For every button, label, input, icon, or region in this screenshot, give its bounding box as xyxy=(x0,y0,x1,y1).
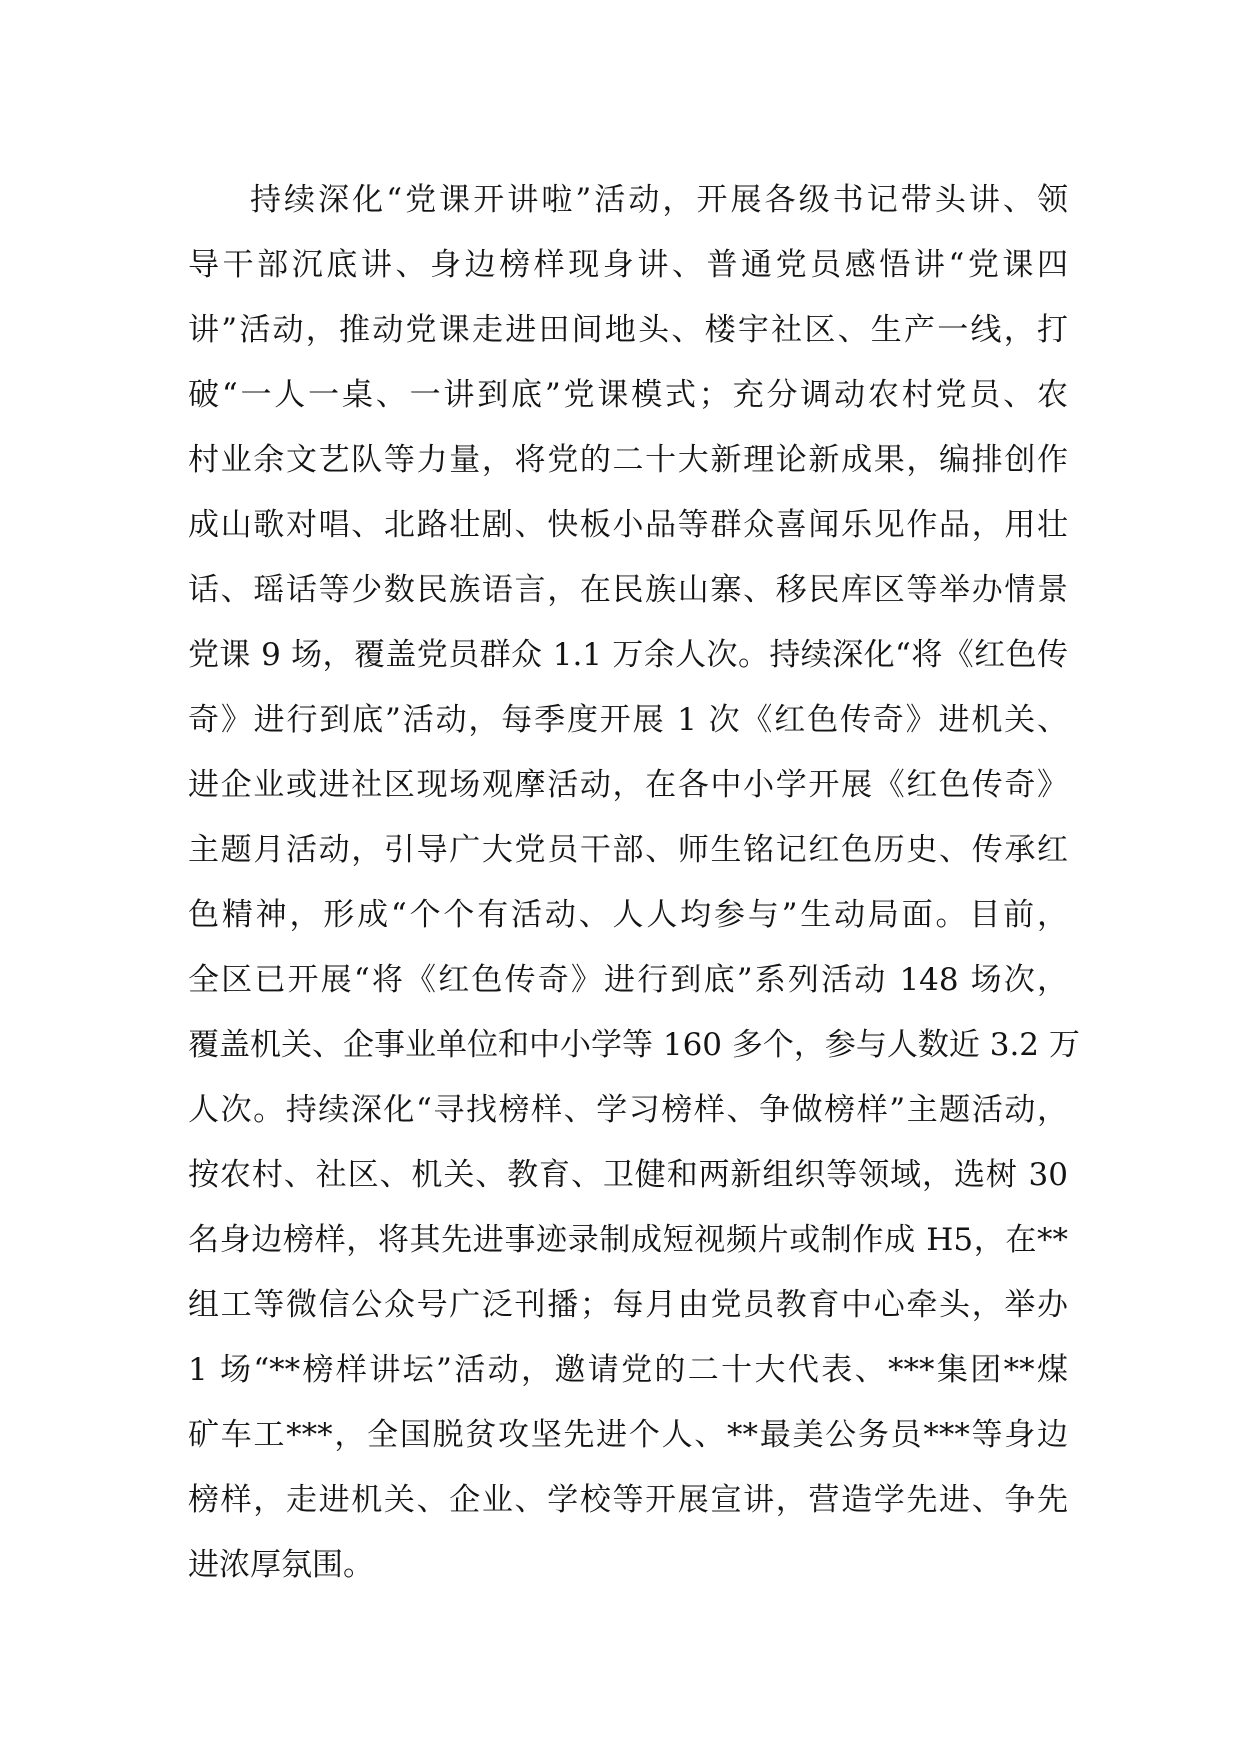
paragraph-line: 1 场“**榜样讲坛”活动，邀请党的二十大代表、***集团**煤 xyxy=(188,1352,1068,1388)
paragraph-line: 名身边榜样，将其先进事迹录制成短视频片或制作成 H5，在** xyxy=(188,1222,1068,1258)
paragraph-line: 导干部沉底讲、身边榜样现身讲、普通党员感悟讲“党课四 xyxy=(188,247,1068,283)
paragraph-line: 榜样，走进机关、企业、学校等开展宣讲，营造学先进、争先 xyxy=(188,1482,1068,1518)
paragraph-line: 全区已开展“将《红色传奇》进行到底”系列活动 148 场次， xyxy=(188,962,1068,998)
paragraph-line: 矿车工***，全国脱贫攻坚先进个人、**最美公务员***等身边 xyxy=(188,1417,1068,1453)
paragraph-line: 色精神，形成“个个有活动、人人均参与”生动局面。目前， xyxy=(188,897,1068,933)
paragraph-line: 讲”活动，推动党课走进田间地头、楼宇社区、生产一线，打 xyxy=(188,312,1068,348)
paragraph-line: 按农村、社区、机关、教育、卫健和两新组织等领域，选树 30 xyxy=(188,1157,1068,1193)
paragraph-line: 覆盖机关、企事业单位和中小学等 160 多个，参与人数近 3.2 万 xyxy=(188,1027,1080,1063)
paragraph-line: 党课 9 场，覆盖党员群众 1.1 万余人次。持续深化“将《红色传 xyxy=(188,637,1068,673)
paragraph-line: 话、瑶话等少数民族语言，在民族山寨、移民库区等举办情景 xyxy=(188,572,1068,608)
paragraph-line: 人次。持续深化“寻找榜样、学习榜样、争做榜样”主题活动， xyxy=(188,1092,1068,1128)
paragraph-line: 村业余文艺队等力量，将党的二十大新理论新成果，编排创作 xyxy=(188,442,1068,478)
paragraph-line: 破“一人一桌、一讲到底”党课模式；充分调动农村党员、农 xyxy=(188,377,1068,413)
paragraph-line: 进企业或进社区现场观摩活动，在各中小学开展《红色传奇》 xyxy=(188,767,1068,803)
paragraph-line: 进浓厚氛围。 xyxy=(188,1547,374,1583)
paragraph-line: 持续深化“党课开讲啦”活动，开展各级书记带头讲、领 xyxy=(250,182,1068,218)
paragraph-line: 组工等微信公众号广泛刊播；每月由党员教育中心牵头，举办 xyxy=(188,1287,1068,1323)
paragraph-line: 成山歌对唱、北路壮剧、快板小品等群众喜闻乐见作品，用壮 xyxy=(188,507,1068,543)
body-paragraph xyxy=(188,168,1080,1598)
paragraph-line: 主题月活动，引导广大党员干部、师生铭记红色历史、传承红 xyxy=(188,832,1068,868)
paragraph-line: 奇》进行到底”活动，每季度开展 1 次《红色传奇》进机关、 xyxy=(188,702,1068,738)
